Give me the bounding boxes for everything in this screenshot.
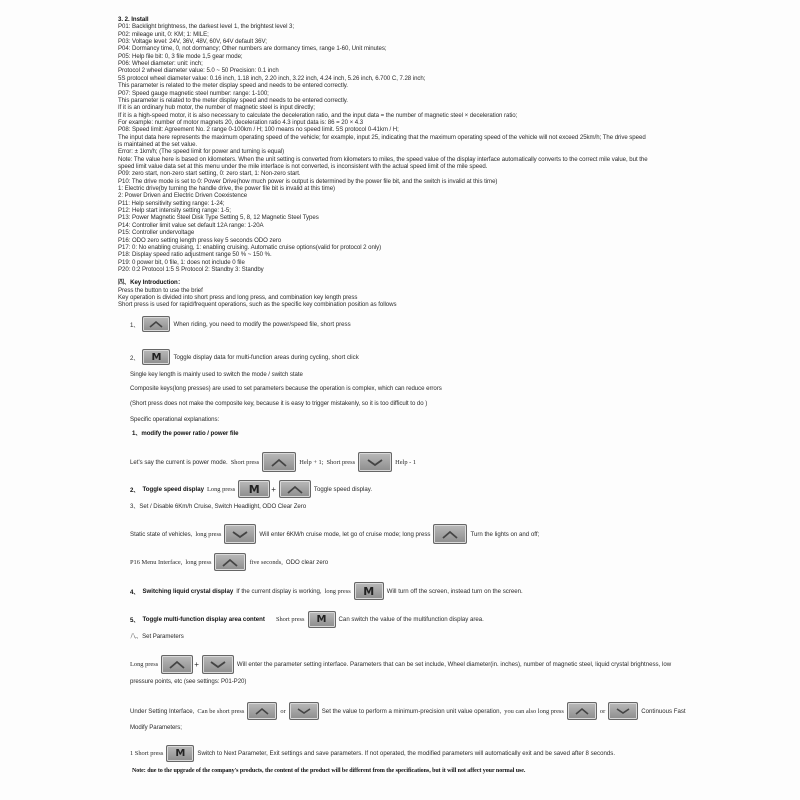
settings-line: P12: Help start intensity setting range: 1-5; xyxy=(118,207,231,215)
row-text: Will enter 6KM/h cruise mode, let go of cruise mode; long press xyxy=(259,530,431,538)
op-row-odo xyxy=(130,553,331,571)
op-row-next-param xyxy=(130,745,618,762)
op-row-speed xyxy=(130,480,375,498)
settings-line: P03: Voltage level: 24V, 36V, 48V, 60V, 64V default 36V; xyxy=(118,38,267,46)
settings-line: P08: Speed limit: Agreement No. 2 range 0-100km / H; 100 means no speed limit. 5S protocol 0-41km / H; xyxy=(118,126,399,134)
paragraph: Short press is used for rapid/frequent operations, such as the specific key combination position as follows xyxy=(118,301,397,308)
settings-line: P16: ODO zero setting length press key 5 seconds ODO zero xyxy=(118,236,282,244)
row-text: long press xyxy=(324,587,351,595)
settings-line: If it is an ordinary hub motor, the number of magnetic steel is input directly; xyxy=(118,104,315,112)
down-arrow-key-icon xyxy=(608,702,638,720)
row-text: Long press xyxy=(207,485,236,493)
paragraph: Specific operational explanations: xyxy=(130,416,220,423)
settings-line: P17: 0: No enabling cruising, 1: enabling cruising. Automatic cruise options(valid for protocol 2 only) xyxy=(118,243,382,251)
row-text: P16 Menu Interface, xyxy=(130,558,183,566)
down-arrow-key-icon xyxy=(224,524,256,544)
key-introduction-heading: 四、Key Introduction： xyxy=(118,279,184,286)
op-row-multifunction xyxy=(130,611,487,628)
settings-line: P01: Backlight brightness, the darkest level 1, the brightest level 3; xyxy=(118,23,295,31)
m-key-icon: M xyxy=(238,480,270,498)
section-heading: 八、Set Parameters xyxy=(130,633,184,640)
row-text: or xyxy=(599,707,606,715)
m-key-icon: M xyxy=(142,349,170,365)
row-text: Switching liquid crystal display xyxy=(142,587,234,595)
row-text: 1 Short press xyxy=(130,750,164,757)
footer-note: Note: due to the upgrade of the company's products, the content of the product will be different from the specifications, but it will not affect your normal use. xyxy=(132,768,526,774)
item-text: Toggle display data for multi-function areas during cycling, short click xyxy=(173,353,359,361)
settings-line: P13: Power Magnetic Steel Disk Type Setting 5, 8, 12 Magnetic Steel Types xyxy=(118,214,319,222)
row-text: Can be short press xyxy=(197,707,245,715)
settings-line: Error: ± 1km/h; (The speed limit for power and turning is equal) xyxy=(118,148,285,156)
row-text: Will enter the parameter setting interface. Parameters that can be set include, Wheel diameter(in. inches), number of magnetic steel, liquid crystal brightness, low xyxy=(236,661,672,668)
row-text: Static state of vehicles, xyxy=(130,530,193,538)
settings-line: P07: Speed gauge magnetic steel number: range: 1-100; xyxy=(118,89,269,97)
settings-line: This parameter is related to the meter display speed and needs to be entered correctly. xyxy=(118,96,348,104)
row-text: Switch to Next Parameter, Exit settings and save parameters. If not operated, the modified parameters will automatically exit and be saved after 8 seconds. xyxy=(197,750,616,757)
settings-line: For example: number of motor magnets 20, deceleration ratio 4.3 input data is: 86 = 20 × 4.3 xyxy=(118,118,364,126)
settings-line: P10: The drive mode is set to 0: Power Drive(how much power is output is determined by the power file bit, and the switch is invalid at this time) xyxy=(118,177,498,185)
settings-line: The input data here represents the maximum operating speed of the vehicle; for example, input 25, indicating that the maximum operating speed of the vehicle will not exceed 25km/h; The drive speed xyxy=(118,133,646,141)
row-text: Help - 1 xyxy=(395,458,417,466)
paragraph: Modify Parameters; xyxy=(130,724,182,731)
item-text: When riding, you need to modify the power/speed file, short press xyxy=(173,320,351,328)
plus-sign: + xyxy=(271,484,276,494)
paragraph: (Short press does not make the composite key, because it is easy to trigger mistakenly, so it is too difficult to do ) xyxy=(130,400,428,407)
key-item-2 xyxy=(130,349,362,365)
paragraph: Press the button to use the brief xyxy=(118,287,203,294)
row-text: If the current display is working, xyxy=(236,587,322,595)
up-arrow-key-icon xyxy=(142,316,170,332)
row-text: Continuous Fast xyxy=(641,707,686,715)
settings-line: P04: Dormancy time, 0, not dormancy; Other numbers are dormancy times, range 1-60, Unit minutes; xyxy=(118,45,387,53)
up-arrow-key-icon xyxy=(247,702,277,720)
row-text: Will turn off the screen, instead turn on the screen. xyxy=(386,587,523,595)
row-text: Help + 1; xyxy=(299,458,324,466)
row-text: you can also long press xyxy=(504,707,564,715)
row-text: 5、 xyxy=(130,617,140,624)
settings-line: If it is a high-speed motor, it is also necessary to calculate the deceleration ratio, and the input data = the number of magnetic steel × deceleration ratio; xyxy=(118,111,518,119)
row-text: or xyxy=(280,707,286,715)
op-row-cruise xyxy=(130,524,542,544)
up-arrow-key-icon xyxy=(567,702,597,720)
settings-line: P15: Controller undervoltage xyxy=(118,229,195,237)
row-text: Toggle multi-function display area content xyxy=(142,616,265,623)
row-text: Toggle speed display. xyxy=(313,485,373,493)
row-text: Short press xyxy=(275,616,305,623)
op-row-setting-interface xyxy=(130,702,689,720)
op-row-power xyxy=(130,452,419,472)
row-text: Turn the lights on and off; xyxy=(470,530,540,538)
plus-sign: + xyxy=(194,660,199,669)
settings-line: P02: mileage unit, 0: KM; 1: MILE; xyxy=(118,30,209,38)
settings-line: P18: Display speed ratio adjustment range 50 % ~ 150 %. xyxy=(118,251,272,259)
item-number: 1、 xyxy=(130,321,140,329)
up-arrow-key-icon xyxy=(433,524,467,544)
paragraph: Composite keys(long presses) are used to set parameters because the operation is complex, which can reduce errors xyxy=(130,385,442,392)
up-arrow-key-icon xyxy=(279,480,311,498)
settings-line: 2: Power Driven and Electric Driven Coexistence xyxy=(118,192,248,200)
settings-line: Note: The value here is based on kilometers. When the unit setting is converted from kilometers to miles, the speed value of the display interface automatically converts to the correct mile value, but the xyxy=(118,155,648,163)
paragraph: Key operation is divided into short press and long press, and combination key length press xyxy=(118,294,358,301)
row-text: Let's say the current is power mode. xyxy=(130,458,228,466)
row-text: ODO clear zero xyxy=(285,558,329,566)
m-key-icon: M xyxy=(308,611,336,628)
row-text: Can switch the value of the multifunction display area. xyxy=(338,616,484,623)
section-heading: 3. 2. Install xyxy=(118,16,149,23)
settings-line: This parameter is related to the meter display speed and needs to be entered correctly. xyxy=(118,82,348,90)
down-arrow-key-icon xyxy=(289,702,319,720)
settings-line: P11: Help sensitivity setting range: 1-24; xyxy=(118,199,225,207)
op-row-set-params xyxy=(130,655,674,674)
row-text: five seconds, xyxy=(249,558,283,566)
row-text: Short press xyxy=(230,458,260,466)
key-item-1 xyxy=(130,316,354,332)
up-arrow-key-icon xyxy=(161,655,193,674)
settings-line: 1: Electric drive(by turning the handle drive, the power file bit is invalid at this time) xyxy=(118,185,336,193)
row-text: Set the value to perform a minimum-precision unit value operation, xyxy=(321,707,502,715)
settings-line: P05: Help file bit: 0, 3 file mode 1,5 gear mode; xyxy=(118,52,243,60)
row-text: long press xyxy=(185,558,212,566)
m-key-icon: M xyxy=(354,582,384,600)
settings-line: P06: Wheel diameter: unit: inch; xyxy=(118,60,203,68)
settings-line: P20: 0:2 Protocol 1:5 S Protocol 2: Standby 3: Standby xyxy=(118,265,264,273)
row-text: Short press xyxy=(326,458,356,466)
settings-line: speed limit value data set at this menu under the mile interface is not converted, is inconsistent with the actual speed limit of the mile speed. xyxy=(118,163,488,170)
paragraph: pressure points, etc (see settings: P01-P20) xyxy=(130,678,247,685)
settings-line: P14: Controller limit value set default 12A range: 1-20A xyxy=(118,221,264,229)
section-heading: 3、Set / Disable 6Km/h Cruise, Switch Headlight, ODO Clear Zero xyxy=(130,503,307,510)
op-row-display xyxy=(130,582,526,600)
item-number: 2、 xyxy=(130,354,140,362)
row-text: 2、 xyxy=(130,486,140,494)
row-text: Under Setting Interface, xyxy=(130,707,195,715)
row-text: 4、 xyxy=(130,588,140,596)
settings-line: P09: zero start, non-zero start setting, 0: zero start, 1: Non-zero start. xyxy=(118,170,301,178)
section-heading: 1、modify the power ratio / power file xyxy=(132,430,239,437)
settings-line: P19: 0 power bit, 0 file, 1: does not include 0 file xyxy=(118,258,245,266)
settings-line: Protocol 2 wheel diameter value: 5.0 ~ 50 Precision: 0.1 inch xyxy=(118,67,279,75)
down-arrow-key-icon xyxy=(202,655,234,674)
settings-line: is maintained at the set value. xyxy=(118,140,198,148)
paragraph: Single key length is mainly used to switch the mode / switch state xyxy=(130,371,303,378)
down-arrow-key-icon xyxy=(358,452,392,472)
settings-line: 5S protocol wheel diameter value: 0.16 inch, 1.18 inch, 2.20 inch, 3.22 inch, 4.24 inch, 5.26 inch, 6.700 C, 7.28 inch; xyxy=(118,74,426,82)
row-text: Long press xyxy=(130,661,159,668)
row-text: long press xyxy=(195,530,222,538)
m-key-icon: M xyxy=(166,745,194,762)
up-arrow-key-icon xyxy=(214,553,246,571)
row-text: Toggle speed display xyxy=(142,485,204,493)
up-arrow-key-icon xyxy=(262,452,296,472)
